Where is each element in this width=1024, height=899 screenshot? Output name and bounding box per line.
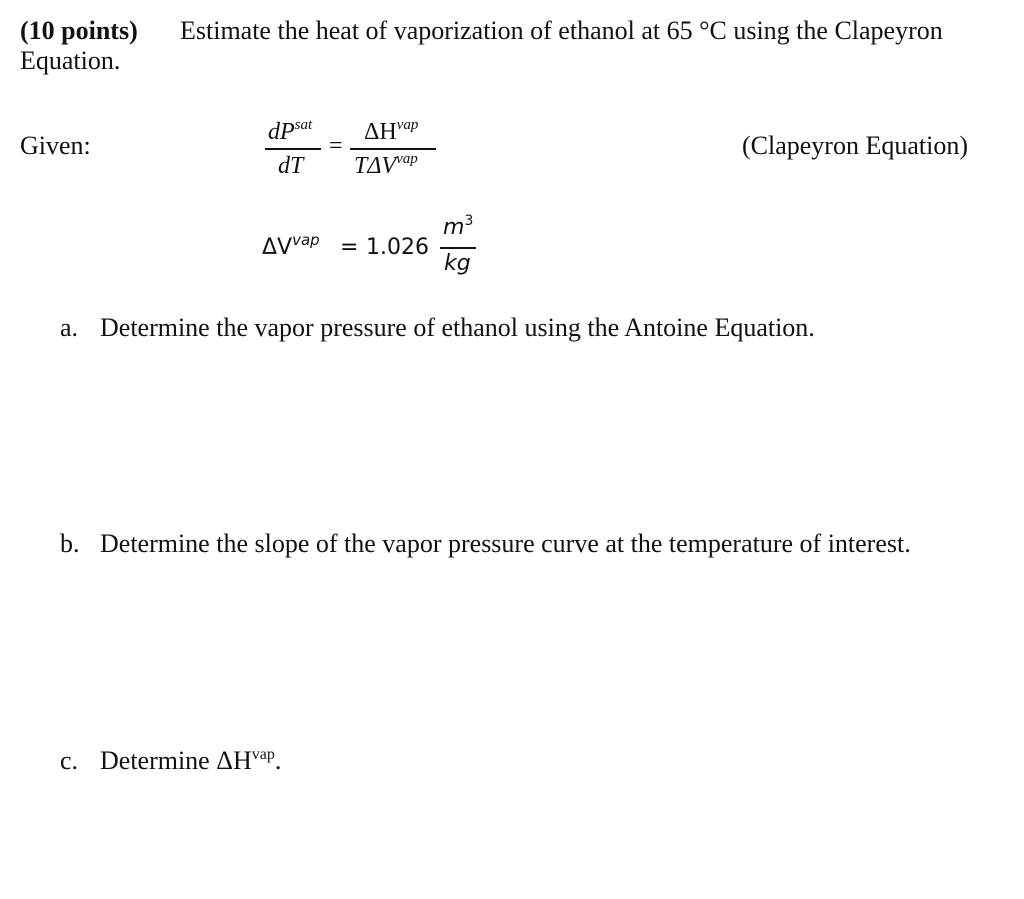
delta-v-unit-numerator: $m^3$ bbox=[443, 213, 474, 240]
part-b-text: Determine the slope of the vapor pressure curve at the temperature of interest. bbox=[100, 529, 911, 558]
delta-v-unit-bar bbox=[440, 247, 476, 249]
part-a-text: Determine the vapor pressure of ethanol using the Antoine Equation. bbox=[100, 313, 815, 342]
problem-statement-line2: Equation. bbox=[20, 46, 121, 75]
given-label: Given: bbox=[20, 131, 91, 160]
part-c-letter: c. bbox=[60, 746, 79, 775]
part-c-text: Determine $\Delta H^{vap}$. bbox=[100, 746, 282, 775]
rhs-denominator: $T\Delta V^{vap}$ bbox=[354, 151, 418, 179]
rhs-fraction-bar bbox=[350, 148, 436, 150]
delta-v-value: 1.026 bbox=[366, 235, 429, 260]
rhs-numerator: $\Delta H^{vap}$ bbox=[364, 117, 419, 145]
delta-v-equals: = bbox=[340, 235, 359, 260]
part-a-letter: a. bbox=[60, 313, 79, 342]
problem-statement-line1: Estimate the heat of vaporization of ethanol at 65 °C using the Clapeyron bbox=[180, 16, 943, 45]
delta-v-symbol: $\Delta V^{vap}$ bbox=[262, 231, 320, 260]
lhs-fraction-bar bbox=[265, 148, 321, 150]
lhs-denominator: dT bbox=[278, 153, 304, 179]
clapeyron-equals: = bbox=[329, 133, 343, 159]
clapeyron-equation-label: (Clapeyron Equation) bbox=[742, 131, 968, 160]
points-label: (10 points) bbox=[20, 16, 138, 45]
part-b-letter: b. bbox=[60, 529, 80, 558]
delta-v-unit-denominator: kg bbox=[444, 251, 471, 276]
lhs-numerator: $dP^{sat}$ bbox=[268, 117, 313, 145]
